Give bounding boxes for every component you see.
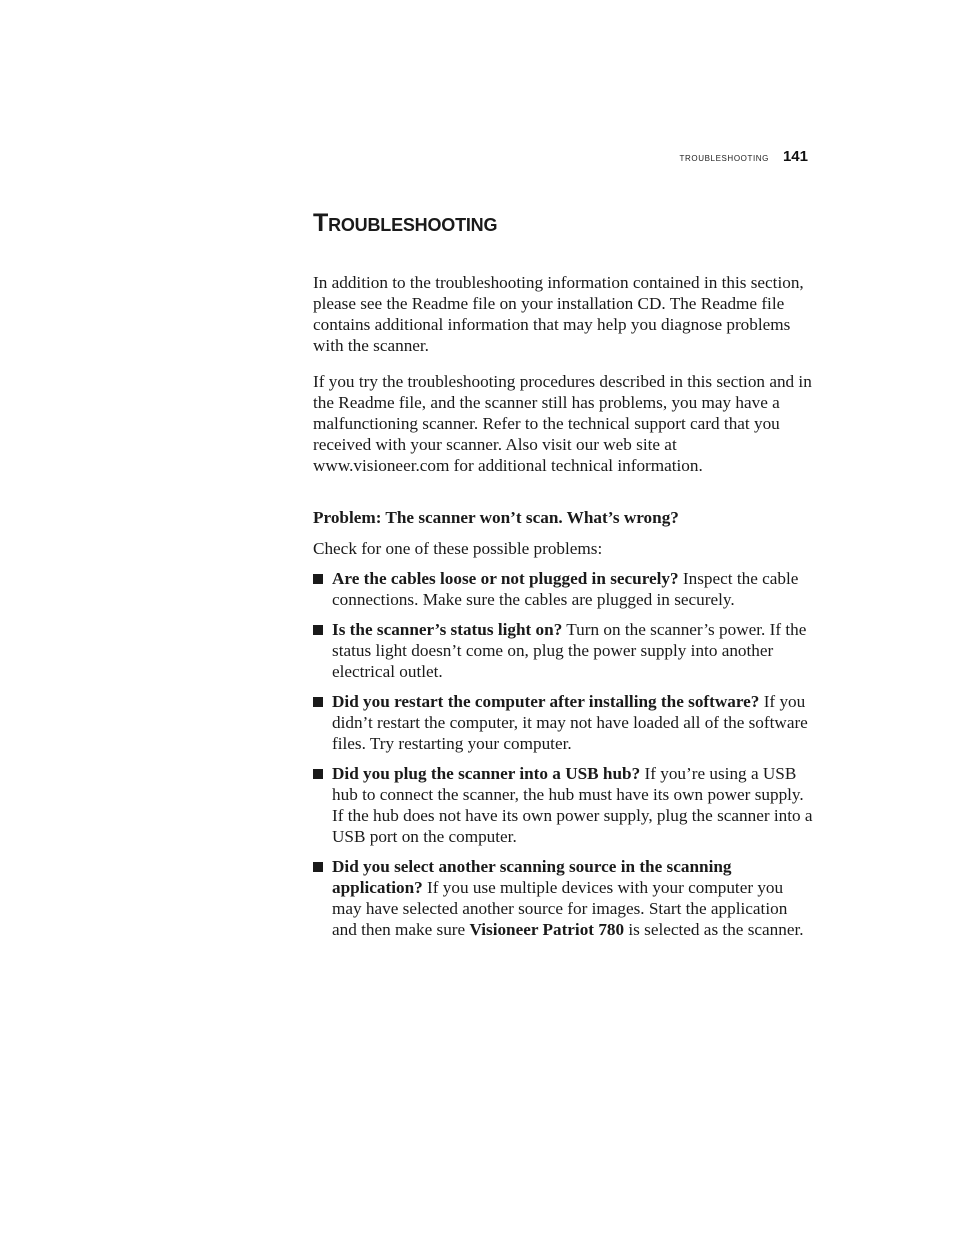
checklist-answer: Turn on the scanner’s power. If the status light doesn’t come on, plug the power supply into another electrical outlet.: [332, 620, 807, 681]
square-bullet-icon: [313, 574, 323, 584]
checklist-question: Did you restart the computer after installing the software?: [332, 692, 760, 711]
running-header: [560, 148, 808, 166]
checklist-item-scanning-source: [313, 856, 813, 940]
support-paragraph: If you try the troubleshooting procedures described in this section and in the Readme file, and the scanner still has problems, you may have a malfunctioning scanner. Refer to the technical support card that you received with your scanner. Also visit our web site at www.visioneer.com for additional technical information.: [313, 372, 812, 475]
intro-paragraph: In addition to the troubleshooting information contained in this section, please see the Readme file on your installation CD. The Readme file contains additional information that may help you diagnose problems with the scanner.: [313, 273, 804, 355]
checklist-question: Did you plug the scanner into a USB hub?: [332, 764, 641, 783]
page-number: 141: [782, 148, 808, 165]
checklist-item-usb-hub: [313, 763, 813, 847]
problem-intro: Check for one of these possible problems:: [313, 539, 603, 558]
square-bullet-icon: [313, 769, 323, 779]
problem-checklist: [313, 568, 813, 940]
section-heading: Troubleshooting: [313, 209, 498, 237]
checklist-question: Is the scanner’s status light on?: [332, 620, 563, 639]
running-header-title: troubleshooting: [679, 152, 769, 164]
page-content: [313, 206, 813, 949]
problem-heading: Problem: The scanner won’t scan. What’s wrong?: [313, 508, 679, 527]
checklist-question: Are the cables loose or not plugged in securely?: [332, 569, 679, 588]
checklist-answer: Inspect the cable connections. Make sure the cables are plugged in securely.: [332, 569, 799, 609]
checklist-answer: If you use multiple devices with your computer you may have selected another source for images. Start the application and then make sure: [332, 878, 788, 939]
square-bullet-icon: [313, 697, 323, 707]
checklist-question: Did you select another scanning source in the scanning application?: [332, 857, 732, 897]
checklist-answer: If you didn’t restart the computer, it may not have loaded all of the software files. Try restarting your computer.: [332, 692, 808, 753]
square-bullet-icon: [313, 625, 323, 635]
checklist-answer: If you’re using a USB hub to connect the scanner, the hub must have its own power supply. If the hub does not have its own power supply, plug the scanner into a USB port on the computer.: [332, 764, 813, 846]
checklist-answer-end: is selected as the scanner.: [624, 920, 804, 939]
checklist-item-status-light: [313, 619, 813, 682]
checklist-item-cables: [313, 568, 813, 610]
checklist-item-restart: [313, 691, 813, 754]
scanner-model-name: Visioneer Patriot 780: [469, 920, 625, 939]
square-bullet-icon: [313, 862, 323, 872]
